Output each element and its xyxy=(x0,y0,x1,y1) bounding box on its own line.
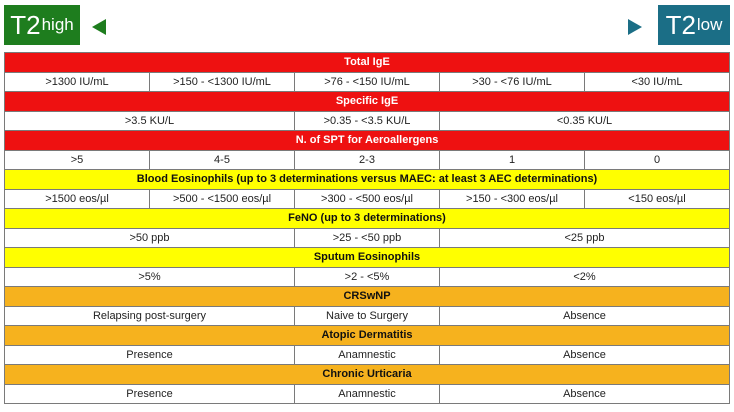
value-cell: >1300 IU/mL xyxy=(5,72,150,92)
section-header-row xyxy=(5,209,730,229)
section-header-row xyxy=(5,365,730,385)
section-header-row xyxy=(5,248,730,268)
value-cell: <30 IU/mL xyxy=(585,72,730,92)
section-title: Total IgE xyxy=(5,53,730,73)
t2-high-badge xyxy=(4,5,80,45)
value-cell: 2-3 xyxy=(295,150,440,170)
section-values-row xyxy=(5,228,730,248)
section-title: N. of SPT for Aeroallergens xyxy=(5,131,730,151)
section-values-row xyxy=(5,72,730,92)
value-cell: >1500 eos/µl xyxy=(5,189,150,209)
value-cell: Absence xyxy=(440,306,730,326)
t2-low-sub: low xyxy=(696,15,723,34)
value-cell: Anamnestic xyxy=(295,345,440,365)
value-cell: >25 - <50 ppb xyxy=(295,228,440,248)
value-cell: Relapsing post-surgery xyxy=(5,306,295,326)
double-arrow-icon xyxy=(92,14,642,40)
section-title: Atopic Dermatitis xyxy=(5,326,730,346)
value-cell: Anamnestic xyxy=(295,384,440,404)
t2-low-badge xyxy=(658,5,730,45)
t2-high-sub: high xyxy=(41,15,74,34)
value-cell: 0 xyxy=(585,150,730,170)
section-values-row xyxy=(5,267,730,287)
value-cell: >500 - <1500 eos/µl xyxy=(150,189,295,209)
value-cell: >5% xyxy=(5,267,295,287)
section-values-row xyxy=(5,189,730,209)
value-cell: >76 - <150 IU/mL xyxy=(295,72,440,92)
value-cell: >50 ppb xyxy=(5,228,295,248)
value-cell: <150 eos/µl xyxy=(585,189,730,209)
section-values-row xyxy=(5,345,730,365)
section-header-row xyxy=(5,92,730,112)
t2-classification-table xyxy=(4,52,730,404)
value-cell: 4-5 xyxy=(150,150,295,170)
value-cell: Presence xyxy=(5,384,295,404)
section-title: FeNO (up to 3 determinations) xyxy=(5,209,730,229)
t2-low-main: T2 xyxy=(665,9,696,40)
section-values-row xyxy=(5,111,730,131)
section-header-row xyxy=(5,326,730,346)
value-cell: <2% xyxy=(440,267,730,287)
value-cell: Naive to Surgery xyxy=(295,306,440,326)
section-title: CRSwNP xyxy=(5,287,730,307)
value-cell: >30 - <76 IU/mL xyxy=(440,72,585,92)
section-values-row xyxy=(5,306,730,326)
section-values-row xyxy=(5,384,730,404)
t2-high-main: T2 xyxy=(10,9,41,40)
section-header-row xyxy=(5,170,730,190)
value-cell: Absence xyxy=(440,384,730,404)
section-values-row xyxy=(5,150,730,170)
section-header-row xyxy=(5,131,730,151)
value-cell: >300 - <500 eos/µl xyxy=(295,189,440,209)
section-title: Blood Eosinophils (up to 3 determinations versus MAEC: at least 3 AEC determinations) xyxy=(5,170,730,190)
value-cell: >150 - <1300 IU/mL xyxy=(150,72,295,92)
value-cell: >3.5 KU/L xyxy=(5,111,295,131)
value-cell: Absence xyxy=(440,345,730,365)
value-cell: >5 xyxy=(5,150,150,170)
value-cell: Presence xyxy=(5,345,295,365)
section-title: Specific IgE xyxy=(5,92,730,112)
section-title: Chronic Urticaria xyxy=(5,365,730,385)
value-cell: <0.35 KU/L xyxy=(440,111,730,131)
value-cell: <25 ppb xyxy=(440,228,730,248)
value-cell: >2 - <5% xyxy=(295,267,440,287)
section-header-row xyxy=(5,287,730,307)
value-cell: >0.35 - <3.5 KU/L xyxy=(295,111,440,131)
value-cell: 1 xyxy=(440,150,585,170)
section-title: Sputum Eosinophils xyxy=(5,248,730,268)
value-cell: >150 - <300 eos/µl xyxy=(440,189,585,209)
section-header-row xyxy=(5,53,730,73)
